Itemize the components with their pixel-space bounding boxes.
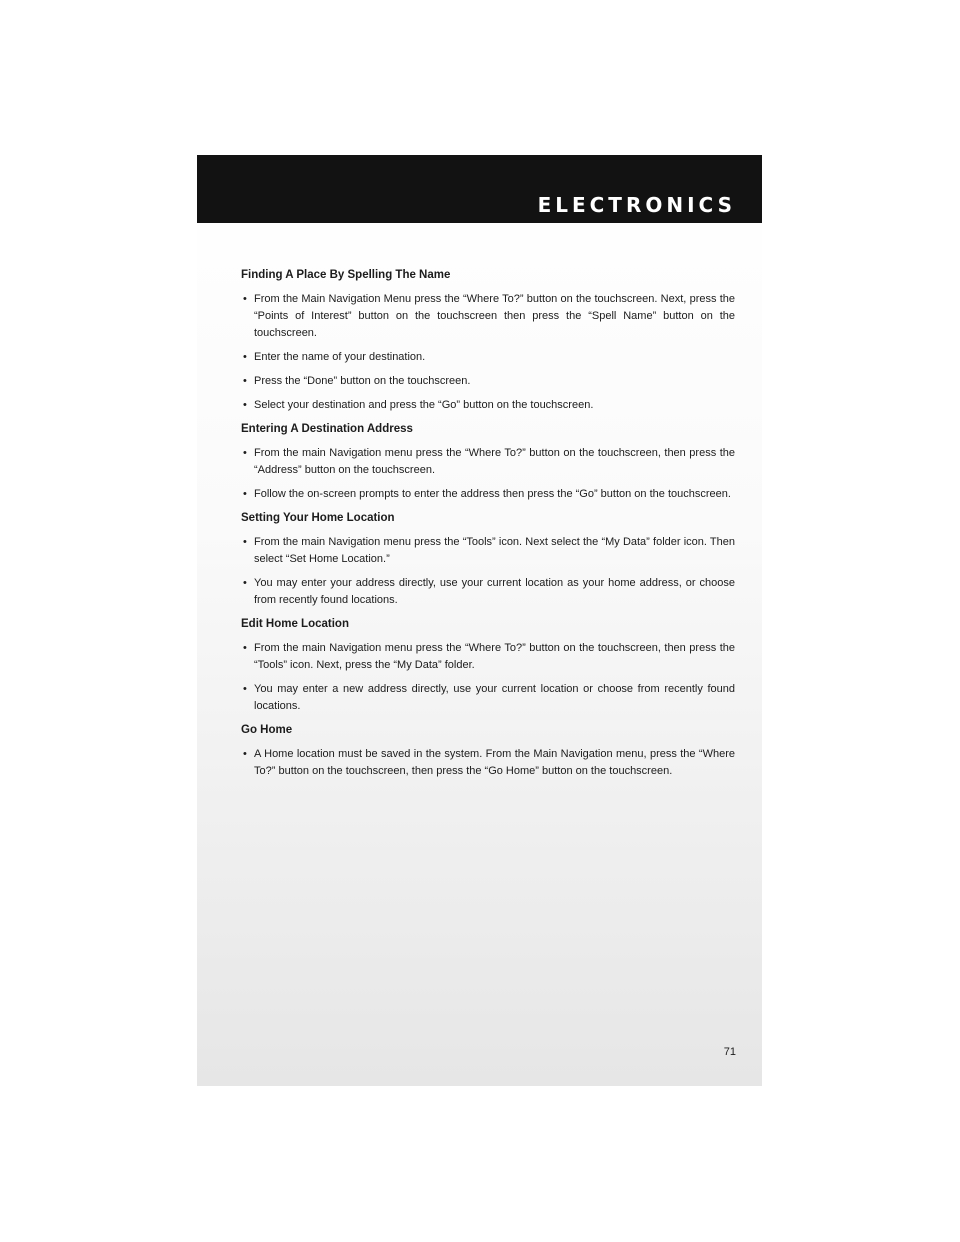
list-item [241, 397, 735, 414]
bullet-icon: • [243, 488, 247, 500]
list-item-text: You may enter your address directly, use your current location as your home address, or choose from recently found locations. [254, 577, 735, 606]
bullet-list [241, 640, 735, 715]
list-item [241, 291, 735, 342]
list-item-text: Follow the on-screen prompts to enter the address then press the “Go” button on the touchscreen. [254, 488, 731, 500]
list-item-text: Press the “Done” button on the touchscreen. [254, 375, 471, 387]
section-go-home [241, 722, 735, 780]
section-heading: Finding A Place By Spelling The Name [241, 269, 451, 281]
section-finding-place [241, 267, 735, 414]
bullet-icon: • [243, 683, 247, 695]
page-number: 71 [723, 1046, 736, 1058]
bullet-list [241, 291, 735, 414]
section-set-home [241, 510, 735, 609]
list-item-text: You may enter a new address directly, use your current location or choose from recently found locations. [254, 683, 735, 712]
list-item-text: A Home location must be saved in the system. From the Main Navigation menu, press the “Where To?” button on the touchscreen, then press the “Go Home” button on the touchscreen. [254, 748, 735, 777]
page-content [241, 267, 735, 787]
section-title: ELECTRONICS [537, 193, 736, 217]
section-edit-home [241, 616, 735, 715]
section-heading: Edit Home Location [241, 618, 349, 630]
list-item-text: Enter the name of your destination. [254, 351, 426, 363]
bullet-list [241, 746, 735, 780]
list-item [241, 640, 735, 674]
list-item [241, 486, 735, 503]
section-destination-address [241, 421, 735, 503]
bullet-list [241, 534, 735, 609]
list-item-text: From the main Navigation menu press the “Where To?” button on the touchscreen, then press the “Tools” icon. Next, press the “My Data” folder. [254, 642, 735, 671]
list-item [241, 373, 735, 390]
list-item-text: From the Main Navigation Menu press the “Where To?” button on the touchscreen. Next, press the “Points of Interest” button on the touchscreen then press the “Spell Name” button on the touchscreen. [254, 293, 735, 339]
list-item-text: From the main Navigation menu press the “Where To?” button on the touchscreen, then press the “Address” button on the touchscreen. [254, 447, 735, 476]
section-heading: Go Home [241, 724, 293, 736]
section-heading: Setting Your Home Location [241, 512, 395, 524]
bullet-icon: • [243, 293, 247, 305]
list-item-text: Select your destination and press the “Go” button on the touchscreen. [254, 399, 594, 411]
bullet-icon: • [243, 399, 247, 411]
bullet-icon: • [243, 351, 247, 363]
list-item [241, 349, 735, 366]
section-heading: Entering A Destination Address [241, 423, 413, 435]
manual-page [197, 155, 762, 1086]
list-item [241, 534, 735, 568]
bullet-icon: • [243, 748, 247, 760]
bullet-list [241, 445, 735, 503]
list-item-text: From the main Navigation menu press the “Tools” icon. Next select the “My Data” folder icon. Then select “Set Home Location.” [254, 536, 735, 565]
list-item [241, 445, 735, 479]
header-band [197, 155, 762, 223]
bullet-icon: • [243, 642, 247, 654]
list-item [241, 746, 735, 780]
bullet-icon: • [243, 577, 247, 589]
bullet-icon: • [243, 447, 247, 459]
bullet-icon: • [243, 375, 247, 387]
list-item [241, 575, 735, 609]
list-item [241, 681, 735, 715]
bullet-icon: • [243, 536, 247, 548]
